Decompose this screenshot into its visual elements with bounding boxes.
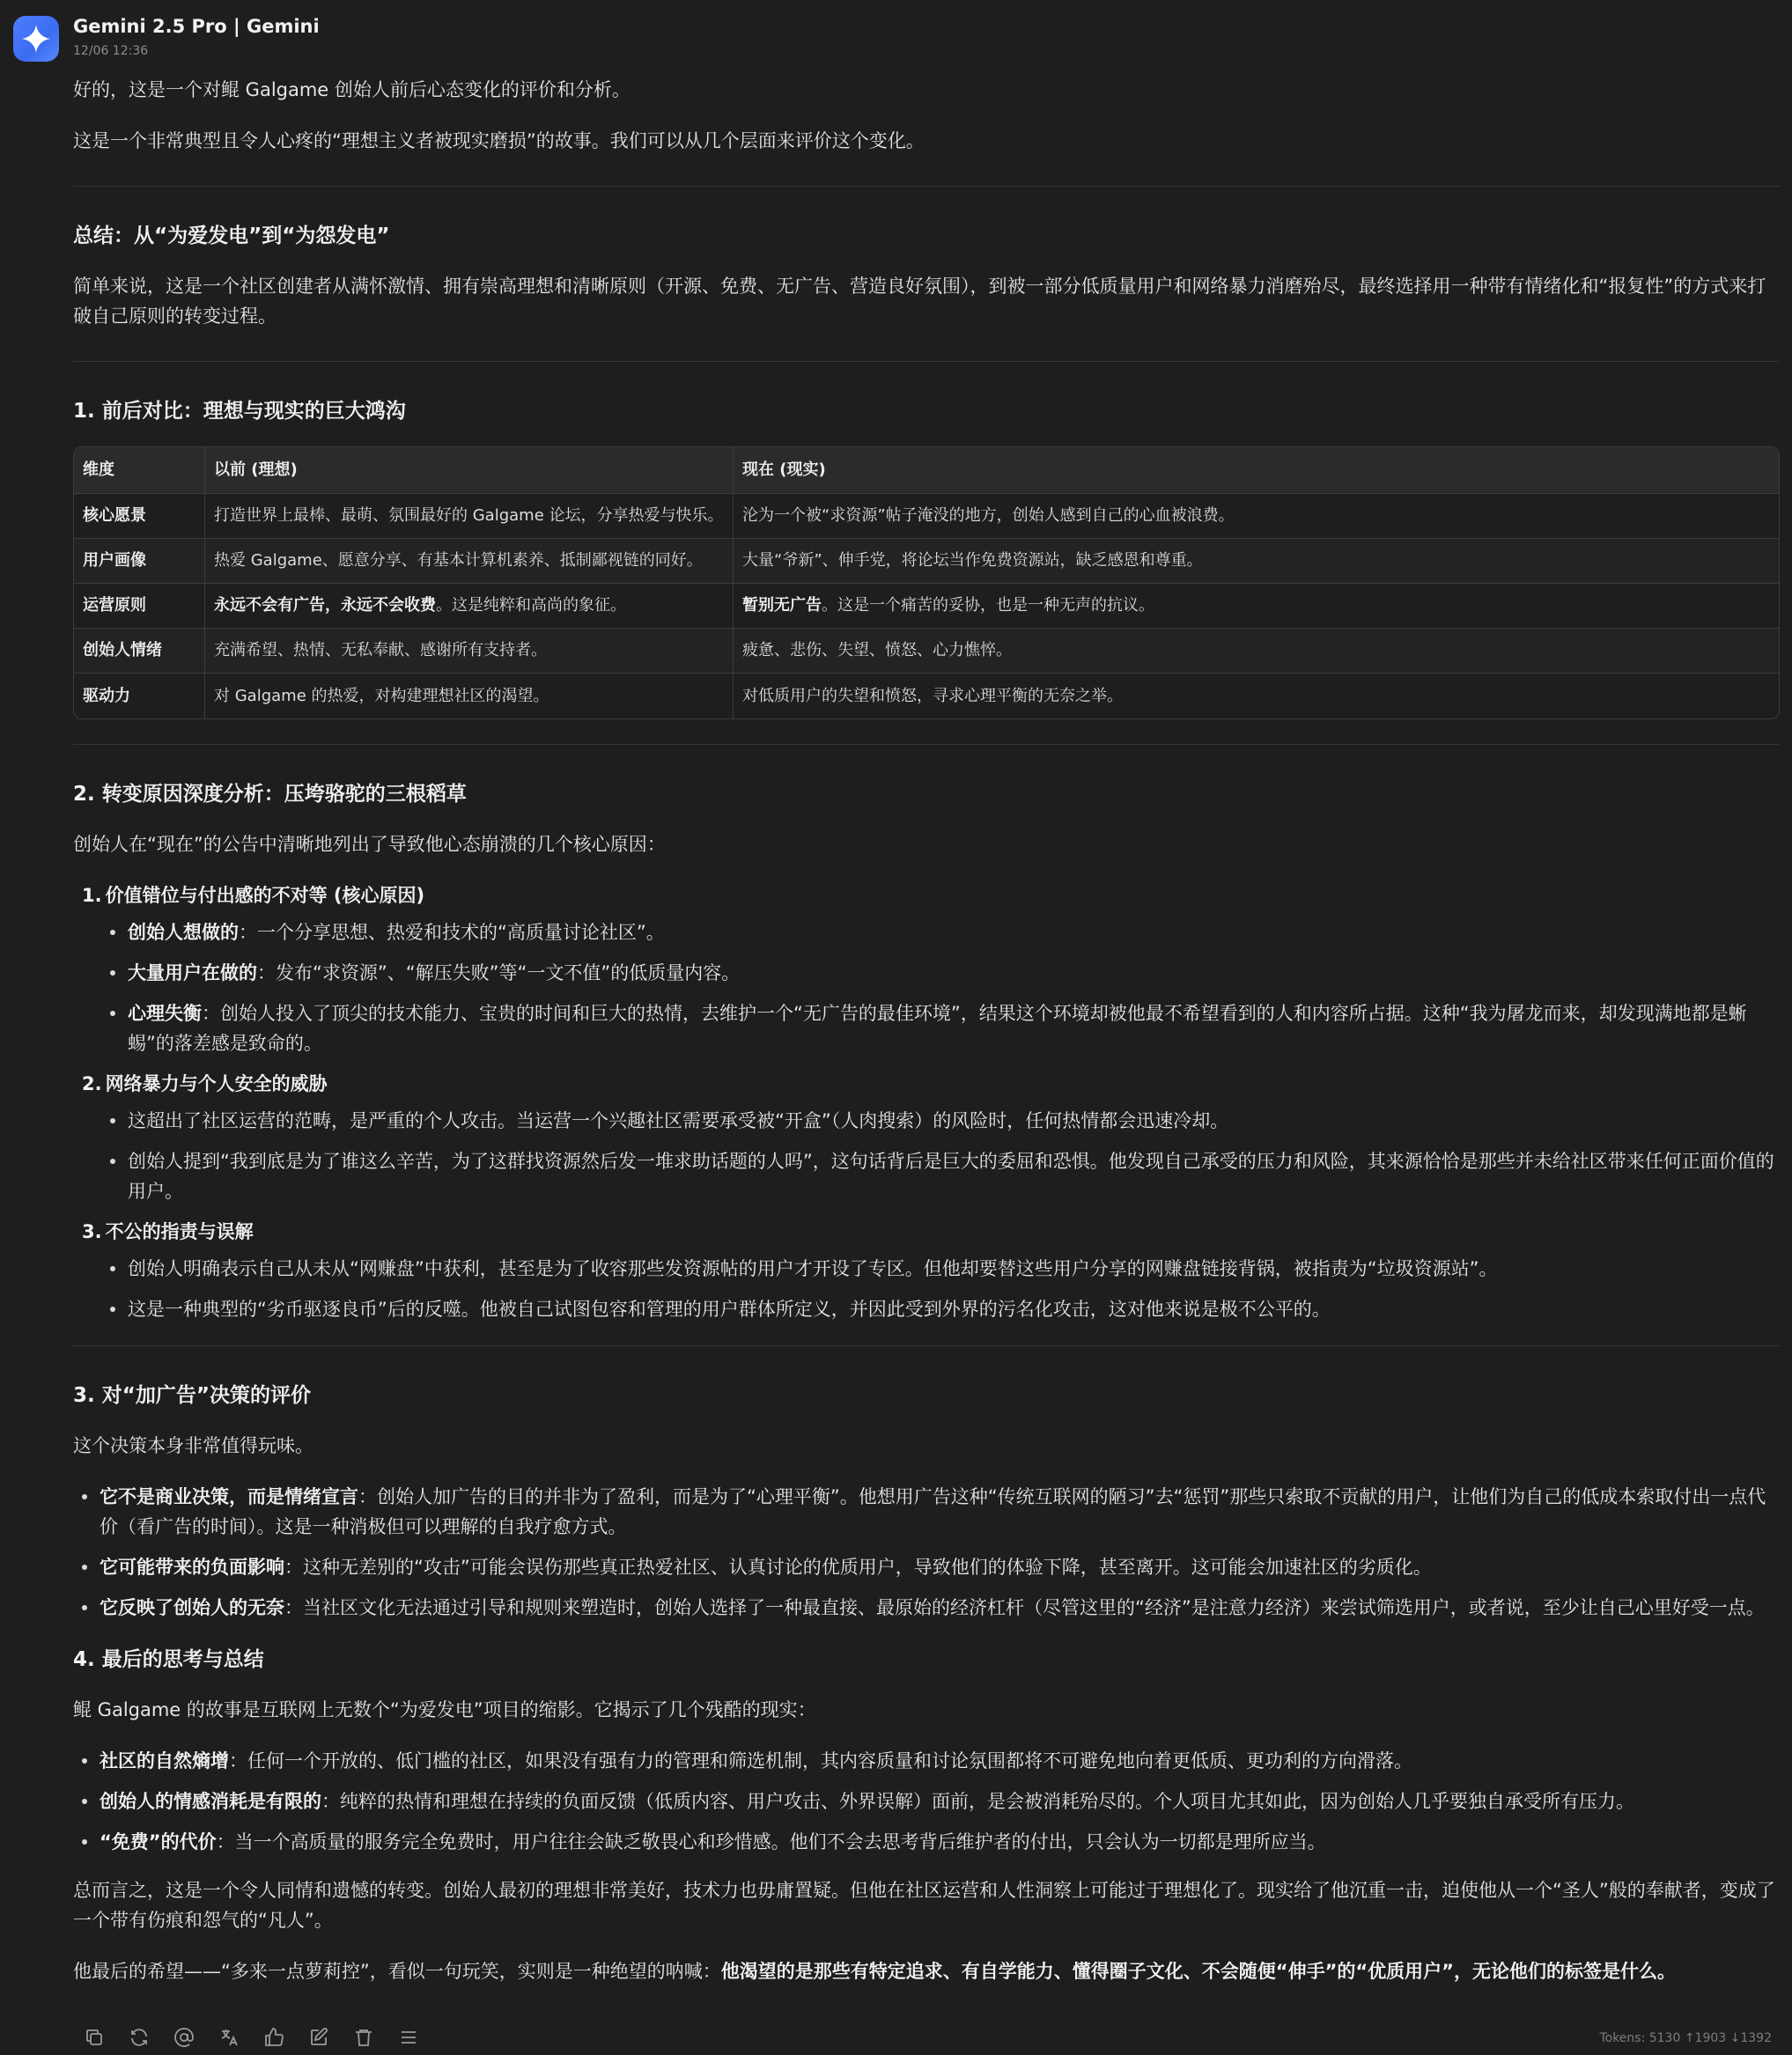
list-item bbox=[100, 1786, 1780, 1816]
table-row bbox=[74, 584, 1779, 629]
bullet-list bbox=[73, 1482, 1780, 1623]
cell-text: 。这是纯粹和高尚的象征。 bbox=[436, 596, 626, 615]
divider bbox=[73, 1345, 1780, 1346]
translate-icon[interactable] bbox=[216, 2024, 241, 2050]
table-row bbox=[74, 539, 1779, 584]
cause-title bbox=[82, 1069, 1780, 1099]
item-text: ：创始人加广告的目的并非为了盈利，而是为了“心理平衡”。他想用广告这种“传统互联网的陋习”去“惩罚”那些只索取不贡献的用户，让他们为自己的低成本索取付出一点代价（看广告的时间）。这是一种消极但可以理解的自我疗愈方式。 bbox=[100, 1486, 1766, 1538]
intro-paragraph-2: 这是一个非常典型且令人心疼的“理想主义者被现实磨损”的故事。我们可以从几个层面来评价这个变化。 bbox=[73, 130, 925, 152]
cause-title bbox=[82, 1217, 1780, 1247]
item-text: ：这种无差别的“攻击”可能会误伤那些真正热爱社区、认真讨论的优质用户，导致他们的体验下降，甚至离开。这可能会加速社区的劣质化。 bbox=[284, 1557, 1432, 1579]
bold-text: 创始人想做的 bbox=[128, 921, 239, 943]
cause-list bbox=[73, 880, 1780, 1324]
list-item bbox=[100, 1746, 1780, 1776]
bullet-list bbox=[82, 1106, 1780, 1206]
section4-intro: 鲲 Galgame 的故事是互联网上无数个“为爱发电”项目的缩影。它揭示了几个残酷的现实： bbox=[73, 1699, 816, 1721]
bold-text: 社区的自然熵增 bbox=[100, 1750, 229, 1772]
bold-text: 它不是商业决策，而是情绪宣言 bbox=[100, 1486, 358, 1508]
message-timestamp: 12/06 12:36 bbox=[73, 44, 149, 58]
delete-icon[interactable] bbox=[350, 2024, 376, 2050]
section2-heading: 2. 转变原因深度分析：压垮骆驼的三根稻草 bbox=[73, 782, 467, 806]
bold-text: 它可能带来的负面影响 bbox=[100, 1557, 284, 1579]
bold-text: 心理失衡 bbox=[128, 1002, 202, 1024]
list-item: 这超出了社区运营的范畴，是严重的个人攻击。当运营一个兴趣社区需要承受被“开盒”（人肉搜索）的风险时，任何热情都会迅速冷却。 bbox=[128, 1106, 1780, 1136]
table-cell-dimension: 运营原则 bbox=[74, 584, 205, 629]
final-text: 他最后的希望——“多来一点萝莉控”，看似一句玩笑，实则是一种绝望的呐喊： bbox=[73, 1960, 721, 1982]
list-number: 2. bbox=[82, 1072, 102, 1094]
item-text: ：纯粹的热情和理想在持续的负面反馈（低质内容、用户攻击、外界误解）面前，是会被消耗殆尽的。个人项目尤其如此，因为创始人几乎要独自承受所有压力。 bbox=[321, 1791, 1634, 1813]
divider bbox=[73, 186, 1780, 187]
table-cell-before: 热爱 Galgame、愿意分享、有基本计算机素养、抵制鄙视链的同好。 bbox=[205, 539, 734, 584]
list-item bbox=[128, 998, 1780, 1058]
table-cell-before: 充满希望、热情、无私奉献、感谢所有支持者。 bbox=[205, 629, 734, 674]
table-row bbox=[74, 674, 1779, 718]
table-cell-now: 对低质用户的失望和愤怒，寻求心理平衡的无奈之举。 bbox=[734, 674, 1779, 718]
table-cell-dimension: 驱动力 bbox=[74, 674, 205, 718]
item-text: ：当社区文化无法通过引导和规则来塑造时，创始人选择了一种最直接、最原始的经济杠杆（尽管这里的“经济”是注意力经济）来尝试筛选用户，或者说，至少让自己心里好受一点。 bbox=[284, 1597, 1765, 1619]
bold-text: 大量用户在做的 bbox=[128, 961, 257, 983]
table-header-before: 以前 (理想) bbox=[205, 447, 734, 493]
table-header-dimension: 维度 bbox=[74, 447, 205, 493]
gemini-avatar bbox=[13, 16, 59, 62]
thumbs-up-icon[interactable] bbox=[261, 2024, 286, 2050]
list-number: 1. bbox=[82, 884, 102, 906]
divider bbox=[73, 744, 1780, 745]
copy-icon[interactable] bbox=[81, 2024, 107, 2050]
section3-intro: 这个决策本身非常值得玩味。 bbox=[73, 1435, 313, 1457]
list-item bbox=[128, 958, 1780, 988]
cell-text: 。这是一个痛苦的妥协，也是一种无声的抗议。 bbox=[822, 596, 1154, 615]
intro-paragraph-1: 好的，这是一个对鲲 Galgame 创始人前后心态变化的评价和分析。 bbox=[73, 79, 631, 100]
regenerate-icon[interactable] bbox=[126, 2024, 151, 2050]
message-header bbox=[73, 14, 320, 60]
edit-icon[interactable] bbox=[306, 2024, 331, 2050]
bullet-list bbox=[82, 1254, 1780, 1324]
section1-heading: 1. 前后对比：理想与现实的巨大鸿沟 bbox=[73, 400, 406, 424]
list-item bbox=[82, 1217, 1780, 1324]
table-cell-dimension: 核心愿景 bbox=[74, 494, 205, 539]
divider bbox=[73, 361, 1780, 362]
table-cell-dimension: 创始人情绪 bbox=[74, 629, 205, 674]
menu-icon[interactable] bbox=[395, 2024, 421, 2050]
table-cell-before: 打造世界上最棒、最萌、氛围最好的 Galgame 论坛，分享热爱与快乐。 bbox=[205, 494, 734, 539]
table-cell-before bbox=[205, 584, 734, 629]
list-item bbox=[82, 1069, 1780, 1206]
token-count: Tokens: 5130 ↑1903 ↓1392 bbox=[1599, 2031, 1772, 2045]
table-header-row bbox=[74, 447, 1779, 493]
section3-heading: 3. 对“加广告”决策的评价 bbox=[73, 1383, 311, 1407]
item-text: ：任何一个开放的、低门槛的社区，如果没有强有力的管理和筛选机制，其内容质量和讨论氛围都将不可避免地向着更低质、更功利的方向滑落。 bbox=[229, 1750, 1412, 1772]
item-text: ：创始人投入了顶尖的技术能力、宝贵的时间和巨大的热情，去维护一个“无广告的最佳环境”，结果这个环境却被他最不希望看到的人和内容所占据。这种“我为屠龙而来，却发现满地都是蜥蜴”的落差感是致命的。 bbox=[128, 1002, 1747, 1054]
list-number: 3. bbox=[82, 1220, 102, 1242]
gemini-star-icon bbox=[20, 23, 52, 55]
bullet-list bbox=[82, 917, 1780, 1058]
table-row bbox=[74, 494, 1779, 539]
cause-title-text: 价值错位与付出感的不对等 (核心原因) bbox=[105, 884, 425, 906]
list-item: 这是一种典型的“劣币驱逐良币”后的反噬。他被自己试图包容和管理的用户群体所定义，并因此受到外界的污名化攻击，这对他来说是极不公平的。 bbox=[128, 1294, 1780, 1324]
bold-text: 创始人的情感消耗是有限的 bbox=[100, 1791, 321, 1813]
section4-heading: 4. 最后的思考与总结 bbox=[73, 1648, 264, 1672]
list-item: 创始人明确表示自己从未从“网赚盘”中获利，甚至是为了收容那些发资源帖的用户才开设了专区。但他却要替这些用户分享的网赚盘链接背锅，被指责为“垃圾资源站”。 bbox=[128, 1254, 1780, 1284]
bold-text: 它反映了创始人的无奈 bbox=[100, 1597, 284, 1619]
table-row bbox=[74, 629, 1779, 674]
table-cell-now: 疲惫、悲伤、失望、愤怒、心力憔悴。 bbox=[734, 629, 1779, 674]
table-cell-now: 大量“爷新”、伸手党，将论坛当作免费资源站，缺乏感恩和尊重。 bbox=[734, 539, 1779, 584]
item-text: ：一个分享思想、热爱和技术的“高质量讨论社区”。 bbox=[239, 921, 665, 943]
final-bold-text: 他渴望的是那些有特定追求、有自学能力、懂得圈子文化、不会随便“伸手”的“优质用户”，无论他们的标签是什么。 bbox=[720, 1960, 1676, 1982]
final-paragraph bbox=[73, 1956, 1780, 1986]
message-body bbox=[73, 75, 1780, 2007]
table-cell-now: 沦为一个被“求资源”帖子淹没的地方，创始人感到自己的心血被浪费。 bbox=[734, 494, 1779, 539]
item-text: ：发布“求资源”、“解压失败”等“一文不值”的低质量内容。 bbox=[257, 961, 741, 983]
cause-title-text: 网络暴力与个人安全的威胁 bbox=[105, 1072, 328, 1094]
list-item: 创始人提到“我到底是为了谁这么辛苦，为了这群找资源然后发一堆求助话题的人吗”，这句话背后是巨大的委屈和恐惧。他发现自己承受的压力和风险，其来源恰恰是那些并未给社区带来任何正面价值的用户。 bbox=[128, 1146, 1780, 1206]
cause-title-text: 不公的指责与误解 bbox=[105, 1220, 254, 1242]
bold-text: 暂别无广告 bbox=[742, 596, 822, 615]
section2-intro: 创始人在“现在”的公告中清晰地列出了导致他心态崩溃的几个核心原因： bbox=[73, 833, 666, 855]
table-cell-now bbox=[734, 584, 1779, 629]
cause-title bbox=[82, 880, 1780, 910]
bold-text: “免费”的代价 bbox=[100, 1831, 217, 1853]
table-header-now: 现在 (现实) bbox=[734, 447, 1779, 493]
list-item bbox=[128, 917, 1780, 947]
table-cell-before: 对 Galgame 的热爱，对构建理想社区的渴望。 bbox=[205, 674, 734, 718]
list-item bbox=[100, 1552, 1780, 1582]
model-title: Gemini 2.5 Pro | Gemini bbox=[73, 16, 320, 37]
conclusion-paragraph: 总而言之，这是一个令人同情和遗憾的转变。创始人最初的理想非常美好，技术力也毋庸置疑。但他在社区运营和人性洞察上可能过于理想化了。现实给了他沉重一击，迫使他从一个“圣人”般的奉献者，变成了一个带有伤痕和怨气的“凡人”。 bbox=[73, 1879, 1775, 1931]
mention-icon[interactable] bbox=[171, 2024, 196, 2050]
list-item bbox=[100, 1827, 1780, 1857]
list-item bbox=[100, 1482, 1780, 1542]
summary-text: 简单来说，这是一个社区创建者从满怀激情、拥有崇高理想和清晰原则（开源、免费、无广告、营造良好氛围），到被一部分低质量用户和网络暴力消磨殆尽，最终选择用一种带有情绪化和“报复性”的方式来打破自己原则的转变过程。 bbox=[73, 276, 1766, 328]
bold-text: 永远不会有广告，永远不会收费 bbox=[214, 596, 436, 615]
summary-heading: 总结：从“为爱发电”到“为怨发电” bbox=[73, 225, 390, 248]
message-toolbar bbox=[81, 2024, 421, 2050]
list-item bbox=[100, 1593, 1780, 1623]
table-cell-dimension: 用户画像 bbox=[74, 539, 205, 584]
list-item bbox=[82, 880, 1780, 1058]
item-text: ：当一个高质量的服务完全免费时，用户往往会缺乏敬畏心和珍惜感。他们不会去思考背后维护者的付出，只会认为一切都是理所应当。 bbox=[216, 1831, 1326, 1853]
comparison-table bbox=[73, 446, 1780, 718]
bullet-list bbox=[73, 1746, 1780, 1857]
